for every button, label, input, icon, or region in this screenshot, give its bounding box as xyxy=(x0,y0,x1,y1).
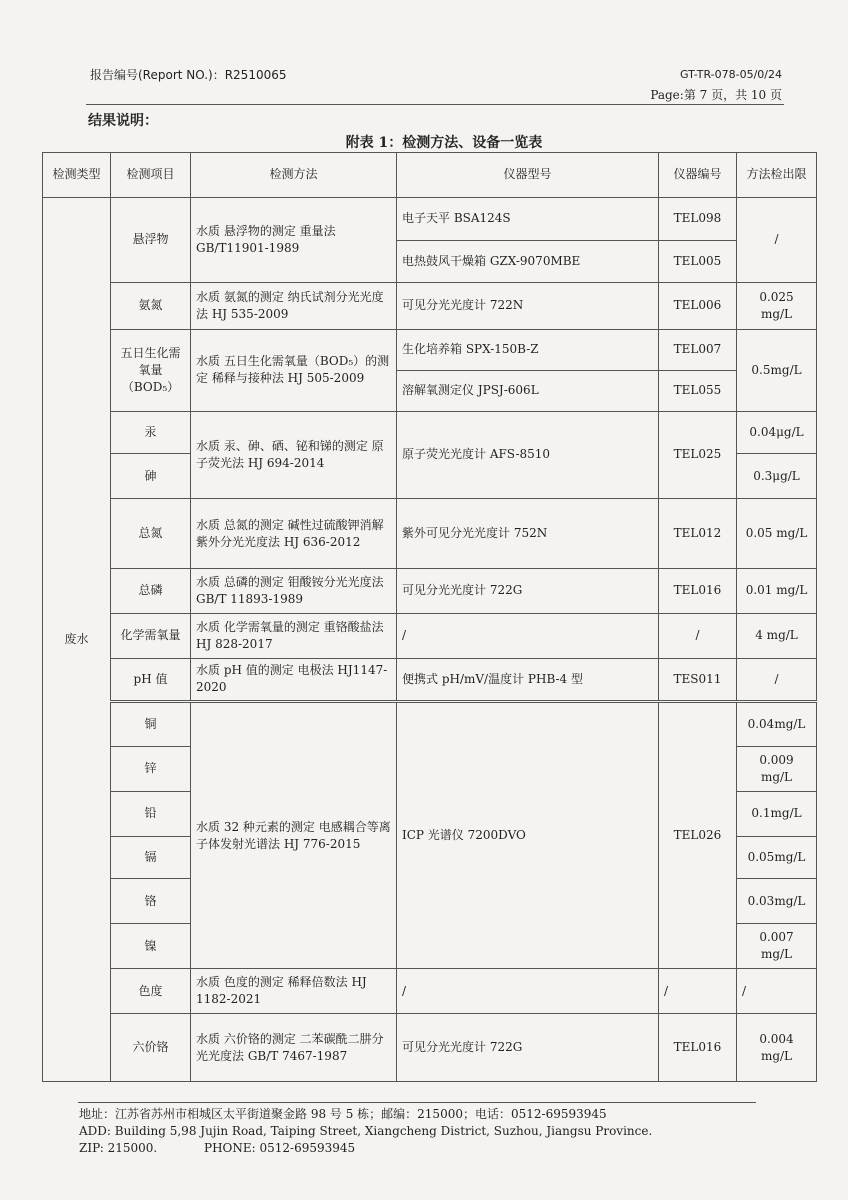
table-row xyxy=(43,969,817,1014)
instrument-no-cell: TEL025 xyxy=(659,411,737,499)
method-cell: 水质 总氮的测定 碱性过硫酸钾消解紫外分光光度法 HJ 636-2012 xyxy=(191,499,397,568)
footer-address-en: ADD: Building 5,98 Jujin Road, Taiping Street, Xiangcheng District, Suzhou, Jiangsu Province. xyxy=(79,1124,653,1138)
footer-zip: ZIP: 215000. xyxy=(79,1141,158,1155)
item-cell: 铜 xyxy=(111,701,191,746)
instrument-no-cell: / xyxy=(659,613,737,658)
table-row xyxy=(43,499,817,568)
limit-cell: 0.5mg/L xyxy=(737,329,817,411)
item-cell: 色度 xyxy=(111,969,191,1014)
item-cell: 汞 xyxy=(111,411,191,454)
instrument-no-cell: / xyxy=(659,969,737,1014)
table-row xyxy=(43,568,817,613)
table-row xyxy=(43,1014,817,1082)
limit-cell: 0.04μg/L xyxy=(737,411,817,454)
limit-cell: 4 mg/L xyxy=(737,613,817,658)
item-cell: pH 值 xyxy=(111,658,191,701)
table-row xyxy=(43,197,817,240)
limit-cell: 0.3μg/L xyxy=(737,454,817,499)
item-cell: 五日生化需氧量（BOD₅） xyxy=(111,329,191,411)
instrument-no-cell: TEL016 xyxy=(659,568,737,613)
method-cell: 水质 汞、砷、硒、铋和锑的测定 原子荧光法 HJ 694-2014 xyxy=(191,411,397,499)
footer xyxy=(79,1106,652,1157)
footer-zip-phone xyxy=(79,1140,652,1157)
footer-divider xyxy=(78,1102,756,1103)
instrument-cell: / xyxy=(397,969,659,1014)
header-instrument: 仪器型号 xyxy=(397,153,659,198)
table-header-row xyxy=(43,153,817,198)
table-row xyxy=(43,658,817,701)
table-title: 附表 1：检测方法、设备一览表 xyxy=(345,135,543,151)
form-code: GT-TR-078-05/0/24 xyxy=(679,68,782,81)
page-number: Page:第 7 页，共 10 页 xyxy=(650,88,782,102)
item-cell: 镉 xyxy=(111,836,191,879)
method-cell: 水质 悬浮物的测定 重量法 GB/T11901-1989 xyxy=(191,197,397,282)
instrument-no-cell: TEL006 xyxy=(659,282,737,329)
report-number: 报告编号(Report NO.)：R2510065 xyxy=(90,68,287,82)
limit-cell: 0.1mg/L xyxy=(737,791,817,836)
method-cell: 水质 32 种元素的测定 电感耦合等离子体发射光谱法 HJ 776-2015 xyxy=(191,701,397,969)
item-cell: 悬浮物 xyxy=(111,197,191,282)
instrument-cell: / xyxy=(397,613,659,658)
header-instrument-no: 仪器编号 xyxy=(659,153,737,198)
limit-cell: 0.05 mg/L xyxy=(737,499,817,568)
instrument-cell: 电子天平 BSA124S xyxy=(397,197,659,240)
header-detection-limit: 方法检出限 xyxy=(737,153,817,198)
item-cell: 化学需氧量 xyxy=(111,613,191,658)
table-row xyxy=(43,613,817,658)
item-cell: 氨氮 xyxy=(111,282,191,329)
limit-cell: 0.01 mg/L xyxy=(737,568,817,613)
item-cell: 锌 xyxy=(111,746,191,791)
instrument-cell: 生化培养箱 SPX-150B-Z xyxy=(397,329,659,370)
item-cell: 总氮 xyxy=(111,499,191,568)
footer-phone: PHONE: 0512-69593945 xyxy=(204,1141,356,1155)
limit-cell: 0.05mg/L xyxy=(737,836,817,879)
instrument-no-cell: TEL055 xyxy=(659,370,737,411)
instrument-cell: 可见分光光度计 722G xyxy=(397,1014,659,1082)
type-cell: 废水 xyxy=(43,197,111,1081)
section-title: 结果说明： xyxy=(88,113,158,129)
limit-cell: 0.025 mg/L xyxy=(737,282,817,329)
method-cell: 水质 pH 值的测定 电极法 HJ1147-2020 xyxy=(191,658,397,701)
table-row xyxy=(43,701,817,746)
limit-cell: 0.03mg/L xyxy=(737,879,817,924)
instrument-no-cell: TEL005 xyxy=(659,240,737,282)
limit-cell: / xyxy=(737,197,817,282)
table-row xyxy=(43,411,817,454)
header-type: 检测类型 xyxy=(43,153,111,198)
instrument-cell: 紫外可见分光光度计 752N xyxy=(397,499,659,568)
instrument-no-cell: TEL007 xyxy=(659,329,737,370)
instrument-no-cell: TEL098 xyxy=(659,197,737,240)
method-cell: 水质 化学需氧量的测定 重铬酸盐法 HJ 828-2017 xyxy=(191,613,397,658)
instrument-cell: 溶解氧测定仪 JPSJ-606L xyxy=(397,370,659,411)
table-row xyxy=(43,329,817,370)
footer-address-cn: 地址：江苏省苏州市相城区太平街道聚金路 98 号 5 栋；邮编：215000；电话：0512-69593945 xyxy=(79,1107,607,1121)
instrument-cell: 可见分光光度计 722N xyxy=(397,282,659,329)
instrument-cell: 可见分光光度计 722G xyxy=(397,568,659,613)
method-cell: 水质 总磷的测定 钼酸铵分光光度法 GB/T 11893-1989 xyxy=(191,568,397,613)
instrument-no-cell: TEL026 xyxy=(659,701,737,969)
item-cell: 镍 xyxy=(111,924,191,969)
header-divider xyxy=(86,104,784,105)
instrument-cell: 便携式 pH/mV/温度计 PHB-4 型 xyxy=(397,658,659,701)
item-cell: 总磷 xyxy=(111,568,191,613)
method-cell: 水质 色度的测定 稀释倍数法 HJ 1182-2021 xyxy=(191,969,397,1014)
header-item: 检测项目 xyxy=(111,153,191,198)
item-cell: 六价铬 xyxy=(111,1014,191,1082)
item-cell: 铅 xyxy=(111,791,191,836)
table-row xyxy=(43,282,817,329)
limit-cell: 0.04mg/L xyxy=(737,701,817,746)
limit-cell: 0.007 mg/L xyxy=(737,924,817,969)
limit-cell: / xyxy=(737,969,817,1014)
limit-cell: / xyxy=(737,658,817,701)
item-cell: 铬 xyxy=(111,879,191,924)
instrument-no-cell: TEL012 xyxy=(659,499,737,568)
instrument-cell: 电热鼓风干燥箱 GZX-9070MBE xyxy=(397,240,659,282)
instrument-no-cell: TEL016 xyxy=(659,1014,737,1082)
instrument-no-cell: TES011 xyxy=(659,658,737,701)
method-cell: 水质 五日生化需氧量（BOD₅）的测定 稀释与接种法 HJ 505-2009 xyxy=(191,329,397,411)
limit-cell: 0.009 mg/L xyxy=(737,746,817,791)
instrument-cell: 原子荧光光度计 AFS-8510 xyxy=(397,411,659,499)
method-cell: 水质 六价铬的测定 二苯碳酰二肼分光光度法 GB/T 7467-1987 xyxy=(191,1014,397,1082)
instrument-cell: ICP 光谱仪 7200DVO xyxy=(397,701,659,969)
header-method: 检测方法 xyxy=(191,153,397,198)
method-cell: 水质 氨氮的测定 纳氏试剂分光光度法 HJ 535-2009 xyxy=(191,282,397,329)
limit-cell: 0.004 mg/L xyxy=(737,1014,817,1082)
method-equipment-table xyxy=(42,152,817,1082)
item-cell: 砷 xyxy=(111,454,191,499)
